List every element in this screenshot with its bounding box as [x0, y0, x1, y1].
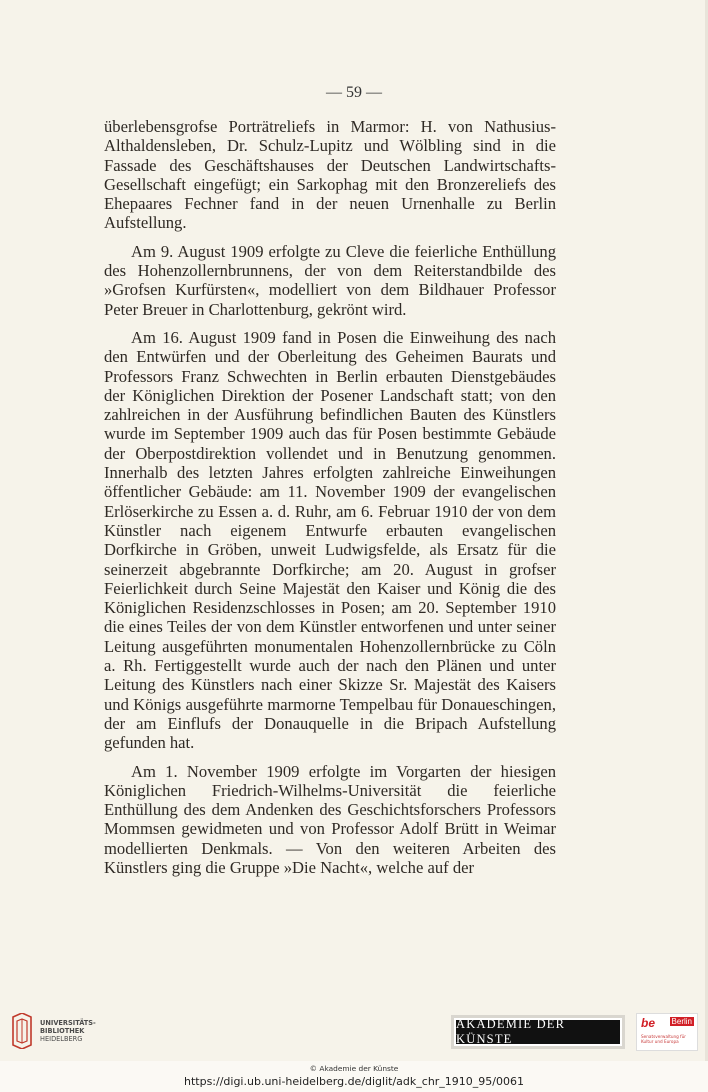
- page-number: — 59 —: [326, 84, 382, 101]
- library-line-3: HEIDELBERG: [40, 1035, 83, 1043]
- paragraph-1: überlebensgrofse Porträtreliefs in Marmor: H. von Nathusius-Althaldensleben, Dr. Schulz-Lupitz und Wölbling sind in die Fassade des Geschäftshauses der Deutschen Landwirtschafts-Gesellschaft eingefügt; ein Sarkophag mit den Bronzereliefs des Ehepaares Fechner fand in der neuen Urnenhalle zu Berlin Aufstellung.: [104, 117, 556, 233]
- berlin-logo-subtitle: Senatsverwaltung für Kultur und Europa: [641, 1034, 686, 1044]
- akademie-label: AKADEMIE DER KÜNSTE: [454, 1018, 622, 1046]
- library-name: [40, 1019, 96, 1043]
- permalink-url[interactable]: https://digi.ub.uni-heidelberg.de/diglit/adk_chr_1910_95/0061: [183, 1075, 525, 1088]
- berlin-logo-be: be: [641, 1016, 656, 1030]
- paragraph-4: Am 1. November 1909 erfolgte im Vorgarten der hiesigen Königlichen Friedrich-Wilhelms-Universität die feierliche Enthüllung des dem Andenken des Geschichtsforschers Professors Mommsen gewidmeten und von Professor Adolf Brütt in Weimar modellierten Denkmals. — Von den weiteren Arbeiten des Künstlers ging die Gruppe »Die Nacht«, welche auf der: [104, 761, 556, 877]
- body-text: [104, 117, 556, 886]
- berlin-senate-logo[interactable]: [636, 1013, 698, 1051]
- heidelberg-library-logo[interactable]: [10, 1011, 96, 1051]
- copyright-notice: © Akademie der Künste: [309, 1064, 399, 1073]
- berlin-logo-tag: Berlin: [671, 1017, 692, 1026]
- library-line-2: BIBLIOTHEK: [40, 1027, 85, 1035]
- paragraph-3: Am 16. August 1909 fand in Posen die Einweihung des nach den Entwürfen und der Oberleitung des Geheimen Baurats und Professors Franz Schwechten in Berlin erbauten Dienstgebäudes der Königlichen Direktion der Posener Landschaft statt; von den zahlreichen in der Ausführung befindlichen Bauten des Künstlers wurde im September 1909 auch das für Posen bestimmte Gebäude der Oberpostdirektion vollendet und in Benutzung genommen. Innerhalb des letzten Jahres erfolgten zahlreiche Einweihungen öffentlicher Gebäude: am 11. November 1909 der evangelischen Erlöserkirche zu Essen a. d. Ruhr, am 6. Februar 1910 der von dem Künstler nach eigenem Entwurfe erbauten evangelischen Dorfkirche in Gröben, unweit Ludwigsfelde, als Ersatz für die seinerzeit abgebrannte Dorfkirche; am 20. August in grofser Feierlichkeit durch Seine Majestät den Kaiser und König die des Königlichen Residenzschlosses in Posen; am 20. September 1910 die eines Teiles der von dem Künstler entworfenen und unter seiner Leitung ausgeführten monumentalen Hohenzollernbrücke zu Cöln a. Rh. Fertiggestellt wurde auch der nach den Plänen und unter Leitung des Künstlers nach einer Skizze Sr. Majestät des Kaisers und Königs ausgeführte marmorne Tempelbau für Donaueschingen, der am Einflufs der Donauquelle in die Bripach Aufstellung gefunden hat.: [104, 327, 556, 753]
- library-crest-icon: [10, 1013, 34, 1049]
- library-line-1: UNIVERSITÄTS-: [40, 1019, 96, 1027]
- paragraph-2: Am 9. August 1909 erfolgte zu Cleve die feierliche Enthüllung des Hohenzollernbrunnens, der von dem Reiterstandbilde des »Grofsen Kurfürsten«, modelliert von dem Bildhauer Professor Peter Breuer in Charlottenburg, gekrönt wird.: [104, 241, 556, 319]
- akademie-der-kuenste-logo[interactable]: [451, 1015, 625, 1049]
